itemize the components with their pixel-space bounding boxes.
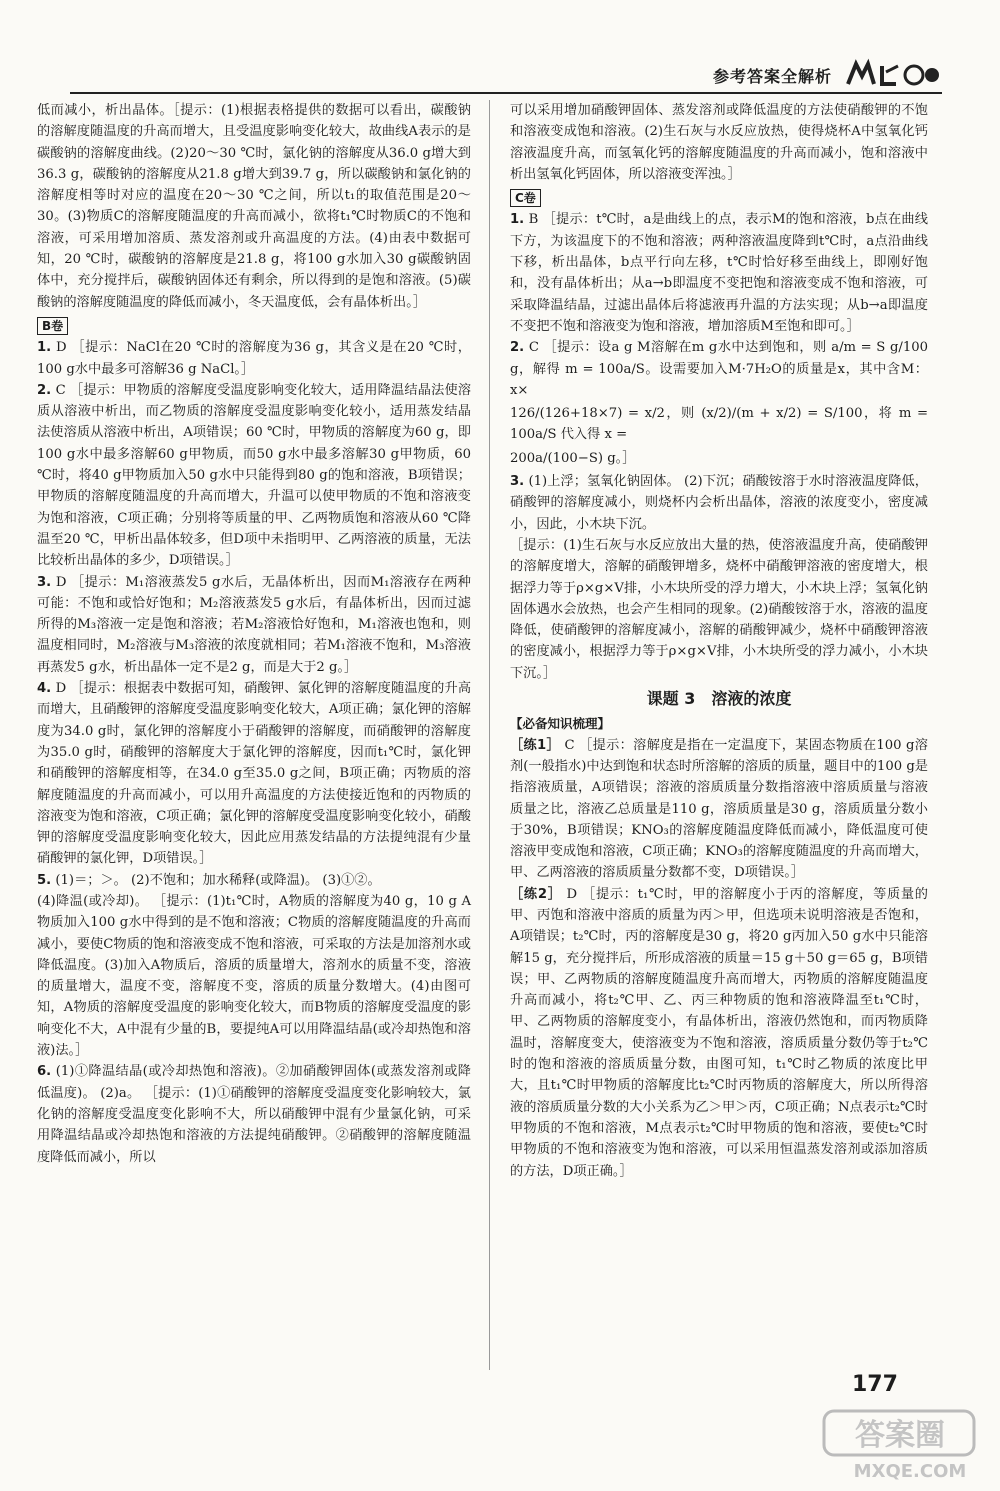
formula-line: 200a/(100−S) g。］ [510,450,636,466]
item-text: C ［提示：设a g M溶解在m g水中达到饱和，则 a/m = S g/100 g，解得 m = 100a/S。设需要加入M·7H₂O的质量是x，其中含M：x× [510,340,929,398]
section-tag-label: C卷 [510,189,541,207]
answer-item [510,735,928,884]
item-number: 2. [510,340,525,356]
item-number: 6. [37,1064,52,1080]
paragraph: ［提示：(1)生石灰与水反应放出大量的热，使溶液温度升高，使硝酸钾的溶解度增大，溶解的硝酸钾增多，烧杯中硝酸钾溶液的密度增大，根据浮力等于ρ×g×V排，小木块所受的浮力增大，小木块上浮；氢氧化钠固体遇水会放热，也会产生相同的现象。(2)硝酸铵溶于水，溶液的温度降低，使硝酸钾的溶解度减小，溶解的硝酸钾减少，烧杯中硝酸钾溶液的密度减小，根据浮力等于ρ×g×V排，小木块所受的浮力减小，小木块下沉。］ [510,537,928,681]
item-text: C ［提示：甲物质的溶解度受温度影响变化较大，适用降温结晶法使溶质从溶液中析出，而乙物质的溶解度受温度影响变化较小，适用蒸发结晶法使溶质从溶液中析出，A项错误；60 ℃时，甲物质的溶解度为60 g，即100 g水中最多溶解60 g甲物质，而50 g水中最多溶解30 g甲物质，60 ℃时，将40 g甲物质加入50 g水中只能得到80 g的饱和溶液，B项错误；甲物质的溶解度随温度的升高而增大，升温可以使甲物质的不饱和溶液变为饱和溶液，C项正确；分别将等质量的甲、乙两物质饱和溶液从60 ℃降温至20 ℃，甲析出晶体较多，但D项中未指明甲、乙两溶液的质量，无法比较析出晶体的多少，D项错误。］ [37,382,472,569]
item-number: 3. [37,574,52,590]
page-header [70,58,942,94]
answer-item [510,884,928,1182]
watermark-url: MXQE.COM [853,1461,967,1482]
answer-item [37,678,471,870]
paragraph: 低而减小，析出晶体。［提示：(1)根据表格提供的数据可以看出，碳酸钠的溶解度随温度的升高而增大，且受温度影响变化较大，故曲线A表示的是碳酸钠的溶解度曲线。(2)20～30 ℃时，氯化钠的溶解度从36.0 g增大到36.3 g，碳酸钠的溶解度从21.8 g增大到39.7 g，所以碳酸钠和氯化钠的溶解度相等时对应的温度在20～30 ℃之间，所以t₁的取值范围是20～30。(3)物质C的溶解度随温度的升高而减小，欲将t₁℃时物质C的不饱和溶液，可采用增加溶质、蒸发溶剂或升高温度的方法。(4)由表中数据可知，20 ℃时，碳酸钠的溶解度是21.8 g，将100 g水加入30 g碳酸钠固体中，充分搅拌后，碳酸钠固体还有剩余，所以得到的是饱和溶液。(5)碳酸钠的溶解度随温度的降低而减小，冬天温度低，会有晶体析出。］ [37,103,471,310]
item-text: D ［提示：根据表中数据可知，硝酸钾、氯化钾的溶解度随温度的升高而增大，且硝酸钾的溶解度受温度影响变化较大，A项正确；氯化钾的溶解度为34.0 g时，氯化钾的溶解度小于硝酸钾的溶解度，而硝酸钾的溶解度为35.0 g时，硝酸钾的溶解度大于氯化钾的溶解度，因而t₁℃时，氯化钾和硝酸钾的溶解度相等，在34.0 g至35.0 g之间，B项正确；丙物质的溶解度随温度的升高而减小，可以用升高温度的方法使接近饱和的丙物质的溶液变为饱和溶液，C项正确；氯化钾的溶解度受温度影响变化较小，硝酸钾的溶解度受温度影响变化较大，因此应用蒸发结晶的方法提纯混有少量硝酸钾的氯化钾，D项错误。］ [37,681,472,867]
section-title: 课题 3 溶液的浓度 [646,689,792,709]
item-text: B ［提示：t℃时，a是曲线上的点，表示M的饱和溶液，b点在曲线下方，为该温度下的不饱和溶液；两种溶液温度降到t℃时，a点沿曲线下移，析出晶体，b点平行向左移，t℃时恰好移至曲线上，即刚好饱和，没有晶体析出；从a→b即温度不变把饱和溶液变成不饱和溶液，可采取降温结晶，过滤出晶体后将滤液再升温的方法实现；从b→a即温度不变把不饱和溶液变为饱和溶液，增加溶质M至饱和即可。］ [510,212,928,334]
item-text: C ［提示：溶解度是指在一定温度下，某固态物质在100 g溶剂(一般指水)中达到饱和状态时所溶解的溶质的质量，题目中的100 g是指溶液质量，A项错误；溶液的溶质质量分数指溶液中溶质质量与溶液质量之比，溶液乙总质量是110 g，溶质质量是30 g，溶质质量分数小于30%，B项错误；KNO₃的溶解度随温度降低而减小，降低温度可使溶液甲变成饱和溶液，C项正确；KNO₃的溶解度随温度的升高而增大，甲、乙两溶液的溶质质量分数都不变，D项错误。］ [510,737,928,881]
item-number: 3. [510,474,525,490]
right-column [510,100,928,1182]
formula-line: 126/(126+18×7) = x/2，则 (x/2)/(m + x/2) = S/100，将 m = 100a/S 代入得 x = [510,406,928,443]
answer-item [510,471,928,535]
item-text: (4)降温(或冷却)。 ［提示：(1)t₁℃时，A物质的溶解度为40 g，10 g A物质加入100 g水中得到的是不饱和溶液；C物质的溶解度随温度的升高而减小，要使C物质的饱和溶液变成不饱和溶液，可采取的方法是加溶剂水或降低温度。(3)加入A物质后，溶质的质量增大，溶剂水的质量不变，溶液的质量增大，温度不变，溶解度不变，溶质的质量分数增大。(4)由图可知，A物质的溶解度受温度的影响变化较大，而B物质的溶解度受温度的影响变化不大，A中混有少量的B，要提纯A可以用降温结晶(或冷却热饱和溶液)法。］ [37,893,471,1059]
answer-item [37,380,471,572]
section-tag [37,313,471,337]
section-tag [510,185,928,209]
item-number: ［练1］ [510,737,561,753]
item-number: 4. [37,681,52,697]
item-text: D ［提示：M₁溶液蒸发5 g水后，无晶体析出，因而M₁溶液存在两种可能：不饱和或恰好饱和；M₂溶液蒸发5 g水后，有晶体析出，因而过滤所得的M₃溶液一定是饱和溶液；若M₂溶液恰好饱和，M₁溶液也饱和，则温度相同时，M₂溶液与M₃溶液的浓度就相同；若M₁溶液不饱和，M₃溶液再蒸发5 g水，析出晶体一定不是2 g，而是大于2 g。］ [37,574,471,675]
paragraph: 可以采用增加硝酸钾固体、蒸发溶剂或降低温度的方法使硝酸钾的不饱和溶液变成饱和溶液。(2)生石灰与水反应放热，使得烧杯A中氢氧化钙溶液温度升高，而氢氧化钙的溶解度随温度的升高而减小，饱和溶液中析出氢氧化钙固体，所以溶液变浑浊。］ [510,103,928,182]
item-text: D ［提示：NaCl在20 ℃时的溶解度为36 g，其含义是在20 ℃时，100 g水中最多可溶解36 g NaCl。］ [37,340,471,377]
left-column [37,100,471,1168]
answer-item [37,337,471,380]
answer-item [37,891,471,1061]
section-tag-label: B卷 [37,317,68,335]
item-number: ［练2］ [510,886,562,902]
item-number: 5. [37,872,52,888]
header-title: 参考答案全解析 [712,67,832,86]
item-text: D ［提示：t₁℃时，甲的溶解度小于丙的溶解度，等质量的甲、丙饱和溶液中溶质的质量为丙＞甲，但选项未说明溶液是否饱和，A项错误；t₂℃时，丙的溶解度是30 g，将20 g丙加入50 g水中只能溶解15 g，充分搅拌后，所形成溶液的质量＝15 g＋50 g＝65 g，B项错误；甲、乙两物质的溶解度随温度升高而增大，丙物质的溶解度随温度升高而减小，将t₂℃甲、乙、丙三种物质的饱和溶液降温至t₁℃时，甲、乙两物质的溶解度变小，有晶体析出，溶液仍然饱和，而丙物质降温时，溶解度变大，使溶液变为不饱和溶液，溶质质量分数仍等于t₂℃时的饱和溶液的溶质质量分数，由图可知，t₁℃时乙物质的浓度比甲大，且t₁℃时甲物质的溶解度比t₂℃时丙物质的溶解度大，所以所得溶液的溶质质量分数的大小关系为乙＞甲＞丙，C项正确；N点表示t₂℃时甲物质的不饱和溶液，M点表示t₂℃时甲物质的饱和溶液，要使t₂℃时甲物质的不饱和溶液变为饱和溶液，可以采用恒温蒸发溶剂或添加溶质的方法，D项正确。］ [510,886,928,1179]
item-text: (1)＝；＞。 (2)不饱和；加水稀释(或降温)。 (3)①②。 [55,872,381,888]
item-number: 1. [37,340,52,356]
answer-item [510,337,928,401]
page-number: 177 [852,1372,898,1397]
subsection-heading: 【必备知识梳理】 [510,716,611,732]
answer-item [510,209,928,337]
watermark-logo [820,1405,990,1485]
item-number: 1. [510,212,525,228]
answer-item [37,870,471,891]
watermark-text: 答案圈 [855,1418,945,1453]
item-text: (1)上浮；氢氧化钠固体。 (2)下沉；硝酸铵溶于水时溶液温度降低，硝酸钾的溶解度减小，则烧杯内会析出晶体，溶液的浓度变小，密度减小，因此，小木块下沉。 [510,474,928,532]
book-logo-icon [842,58,942,90]
item-text: (1)①降温结晶(或冷却热饱和溶液)。②加硝酸钾固体(或蒸发溶剂或降低温度)。 (2)a。 ［提示：(1)①硝酸钾的溶解度受温度变化影响较大，氯化钠的溶解度受温度变化影响不大，所以硝酸钾中混有少量氯化钠，可采用降温结晶或冷却热饱和溶液的方法提纯硝酸钾。②硝酸钾的溶解度随温度降低而减小，所以 [37,1064,471,1165]
item-number: 2. [37,382,52,398]
answer-item [37,1061,471,1167]
column-divider [489,100,490,1370]
answer-item [37,572,471,678]
